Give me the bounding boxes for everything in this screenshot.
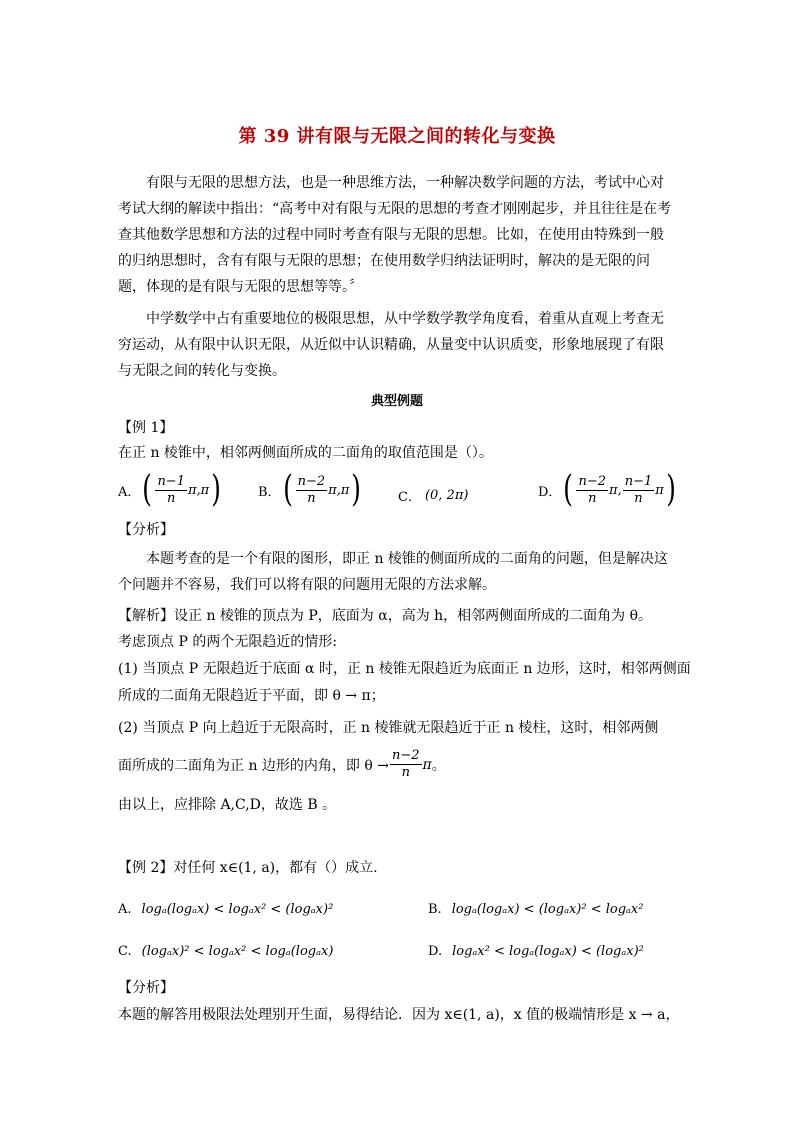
example-1-label: 【例 1】 bbox=[118, 420, 174, 436]
pi-symbol: π bbox=[422, 756, 432, 773]
ex1-option-c-text: (0, 2π) bbox=[424, 488, 469, 503]
ex1-option-a: A． ( $\frac{n-1}{n}$ π , π ) bbox=[118, 469, 222, 510]
fraction bbox=[155, 474, 187, 507]
ex2-option-b-label: B. bbox=[428, 902, 442, 917]
ex1-case-2-text: 面所成的二面角为正 n 边形的内角，即 θ → bbox=[118, 757, 389, 774]
fraction bbox=[576, 474, 608, 507]
ex1-option-b: B． ( $\frac{n-2}{n}$ π , π ) bbox=[258, 469, 362, 510]
ex1-option-b-label: B． bbox=[258, 484, 281, 500]
ex2-option-b bbox=[428, 902, 643, 917]
ex2-option-c bbox=[118, 944, 333, 959]
ex2-option-d bbox=[428, 944, 644, 959]
ex1-option-d: D． ( $\frac{n-2}{n}$ π , $\frac{n-1}{n}$ π ) bbox=[538, 469, 676, 510]
pi-symbol: π bbox=[655, 482, 664, 498]
ex2-option-a-text: logₐ(logₐx) < logₐx² < (logₐx)² bbox=[141, 902, 334, 917]
fraction bbox=[623, 474, 655, 507]
ex2-analysis-label: 【分析】 bbox=[118, 980, 174, 996]
pi-symbol: π bbox=[328, 482, 337, 498]
intro-paragraph-1: 有限与无限的思想方法，也是一种思维方法，一种解决数学问题的方法，考试中心对考试大纲的解读中指出：“高考中对有限与无限的思想的考查才刚刚起步，并且往往是在考查其他数学思想和方法的过程中同时考查有限与无限的思想。比如，在使用由特殊到一般的归纳思想时，含有有限与无限的思想；在使用数学归纳法证明时，解决的是无限的问题，体现的是有限与无限的思想等等。〞 bbox=[118, 175, 672, 295]
ex1-case-2-end: 。 bbox=[431, 757, 446, 774]
ex2-option-c-label: C. bbox=[118, 944, 132, 959]
numerator: n−2 bbox=[391, 748, 420, 763]
pi-symbol: π bbox=[340, 482, 350, 498]
right-paren: ) bbox=[211, 469, 222, 510]
numerator: n−1 bbox=[157, 473, 185, 489]
left-paren: ( bbox=[142, 469, 153, 510]
ex1-option-c bbox=[398, 486, 468, 505]
numerator: n−2 bbox=[578, 473, 607, 489]
ex1-option-a-label: A． bbox=[118, 484, 141, 500]
ex1-case-1-line-2: 所成的二面角无限趋近于平面，即 θ → π； bbox=[118, 688, 385, 704]
fraction bbox=[296, 474, 328, 507]
ex1-case-1-line-1: (1) 当顶点 P 无限趋近于底面 α 时，正 n 棱锥无限趋近为底面正 n 边形，这时，相邻两侧面 bbox=[118, 661, 691, 677]
denominator: n bbox=[401, 765, 410, 780]
numerator: n−1 bbox=[624, 473, 653, 489]
ex2-question-line bbox=[118, 858, 378, 878]
ex1-solution-line-2: 考虑顶点 P 的两个无限趋近的情形: bbox=[118, 634, 338, 650]
numerator: n−2 bbox=[297, 473, 326, 489]
pi-symbol: π bbox=[187, 482, 197, 498]
ex2-option-a bbox=[118, 902, 333, 917]
fraction bbox=[390, 748, 422, 781]
ex2-option-d-label: D. bbox=[428, 944, 443, 959]
denominator: n bbox=[167, 490, 176, 506]
ex2-analysis: 本题的解答用极限法处理别开生面，易得结论．因为 x∈(1, a)，x 值的极端情形是 x → a， bbox=[118, 1007, 680, 1023]
left-paren: ( bbox=[282, 469, 293, 510]
ex1-analysis-label: 【分析】 bbox=[118, 522, 174, 538]
denominator: n bbox=[307, 490, 316, 506]
ex1-case-2-line-1: (2) 当顶点 P 向上趋近于无限高时，正 n 棱锥就无限趋近于正 n 棱柱，这时，相邻两侧 bbox=[118, 720, 659, 736]
ex1-solution-text: 设正 n 棱锥的顶点为 P，底面为 α，高为 h，相邻两侧面所成的二面角为 θ。 bbox=[174, 608, 653, 624]
ex1-option-d-label: D． bbox=[538, 484, 562, 500]
ex1-solution-line-1 bbox=[118, 606, 652, 626]
page-title: 第 39 讲有限与无限之间的转化与变换 bbox=[238, 126, 556, 147]
pi-symbol: π bbox=[609, 482, 618, 498]
ex2-option-b-text: logₐ(logₐx) < (logₐx)² < logₐx² bbox=[451, 902, 644, 917]
intro-paragraph-2: 中学数学中占有重要地位的极限思想，从中学数学教学角度看，着重从直观上考查无穷运动，从有限中认识无限，从近似中认识精确，从量变中认识质变，形象地展现了有限与无限之间的转化与变换。 bbox=[118, 311, 664, 379]
ex1-option-c-label: C． bbox=[398, 490, 421, 505]
pi-symbol: π bbox=[200, 482, 210, 498]
example-1-question: 在正 n 棱锥中，相邻两侧面所成的二面角的取值范围是（）。 bbox=[118, 445, 493, 461]
ex1-solution-label: 【解析】 bbox=[118, 608, 174, 624]
ex1-case-2-line-2 bbox=[118, 748, 446, 781]
denominator: n bbox=[588, 490, 597, 506]
example-2-question: 对任何 x∈(1, a)，都有（）成立. bbox=[173, 860, 378, 876]
ex2-option-d-text: logₐx² < logₐ(logₐx) < (logₐx)² bbox=[452, 944, 644, 959]
left-paren: ( bbox=[563, 469, 574, 510]
right-paren: ) bbox=[351, 469, 362, 510]
denominator: n bbox=[634, 490, 643, 506]
ex2-option-a-label: A. bbox=[118, 902, 132, 917]
section-heading: 典型例题 bbox=[370, 394, 423, 409]
ex2-option-c-text: (logₐx)² < logₐx² < logₐ(logₐx) bbox=[141, 944, 334, 959]
ex1-analysis: 本题考查的是一个有限的图形，即正 n 棱锥的侧面所成的二面角的问题，但是解决这个问题并不容易，我们可以将有限的问题用无限的方法求解。 bbox=[118, 551, 668, 593]
ex1-conclusion: 由以上，应排除 A,C,D，故选 B 。 bbox=[118, 797, 337, 813]
example-2-label: 【例 2】 bbox=[118, 860, 174, 876]
right-paren: ) bbox=[665, 469, 676, 510]
